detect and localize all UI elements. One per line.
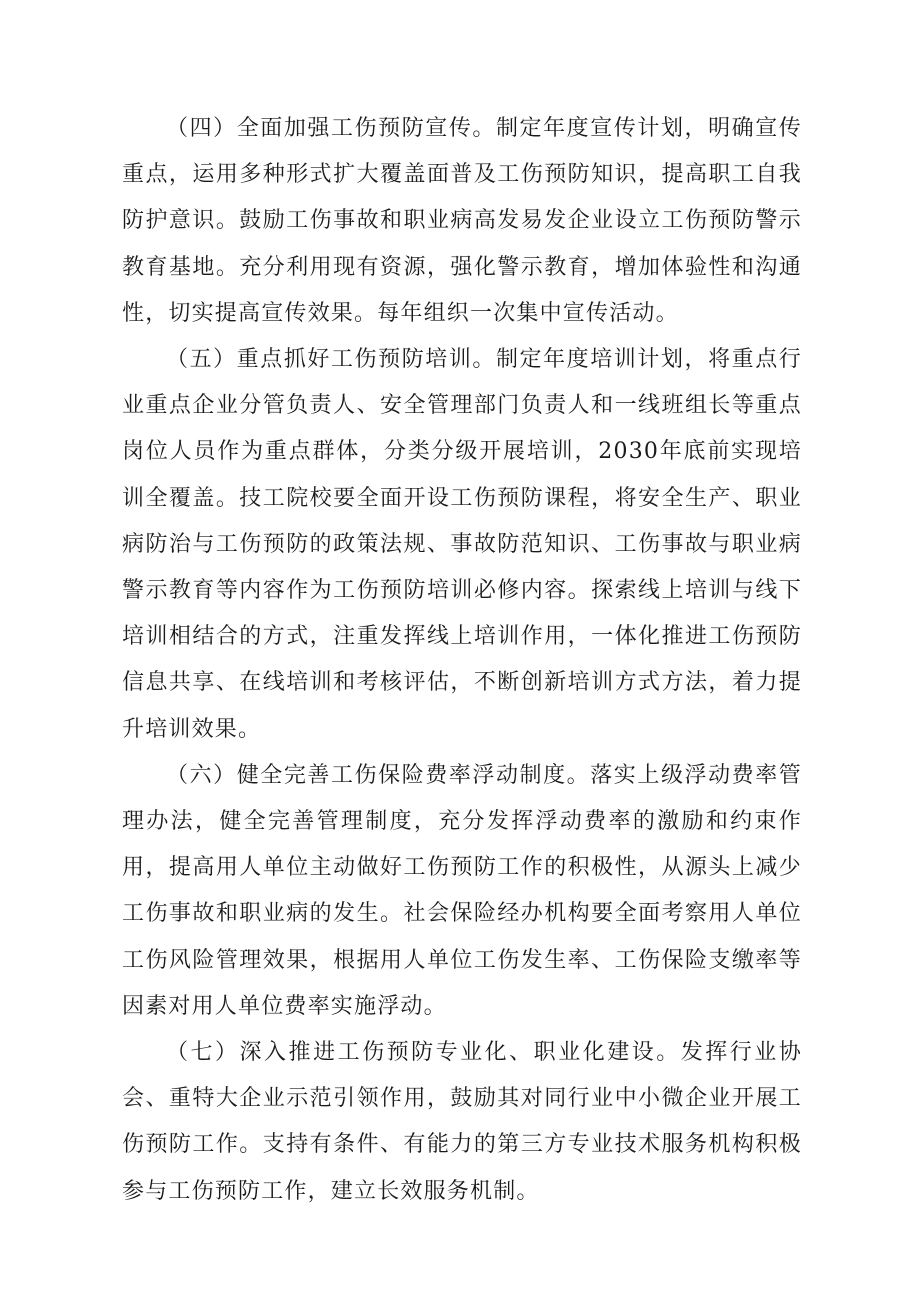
paragraph-professionalization: （七）深入推进工伤预防专业化、职业化建设。发挥行业协会、重特大企业示范引领作用，鼓励其对同行业中小微企业开展工伤预防工作。支持有条件、有能力的第三方专业技术服务机构积极参与工伤预防工作，建立长效服务机制。 [122, 1040, 802, 1204]
document-body [122, 106, 802, 1215]
paragraph-training: （五）重点抓好工伤预防培训。制定年度培训计划，将重点行业重点企业分管负责人、安全管理部门负责人和一线班组长等重点岗位人员作为重点群体，分类分级开展培训，2030年底前实现培训全覆盖。技工院校要全面开设工伤预防课程，将安全生产、职业病防治与工伤预防的政策法规、事故防范知识、工伤事故与职业病警示教育等内容作为工伤预防培训必修内容。探索线上培训与线下培训相结合的方式，注重发挥线上培训作用，一体化推进工伤预防信息共享、在线培训和考核评估，不断创新培训方式方法，着力提升培训效果。 [122, 347, 802, 742]
paragraph-publicity: （四）全面加强工伤预防宣传。制定年度宣传计划，明确宣传重点，运用多种形式扩大覆盖面普及工伤预防知识，提高职工自我防护意识。鼓励工伤事故和职业病高发易发企业设立工伤预防警示教育基地。充分利用现有资源，强化警示教育，增加体验性和沟通性，切实提高宣传效果。每年组织一次集中宣传活动。 [122, 116, 802, 326]
paragraph-floating-rate: （六）健全完善工伤保险费率浮动制度。落实上级浮动费率管理办法，健全完善管理制度，充分发挥浮动费率的激励和约束作用，提高用人单位主动做好工伤预防工作的积极性，从源头上减少工伤事故和职业病的发生。社会保险经办机构要全面考察用人单位工伤风险管理效果，根据用人单位工伤发生率、工伤保险支缴率等因素对用人单位费率实施浮动。 [122, 762, 802, 1019]
